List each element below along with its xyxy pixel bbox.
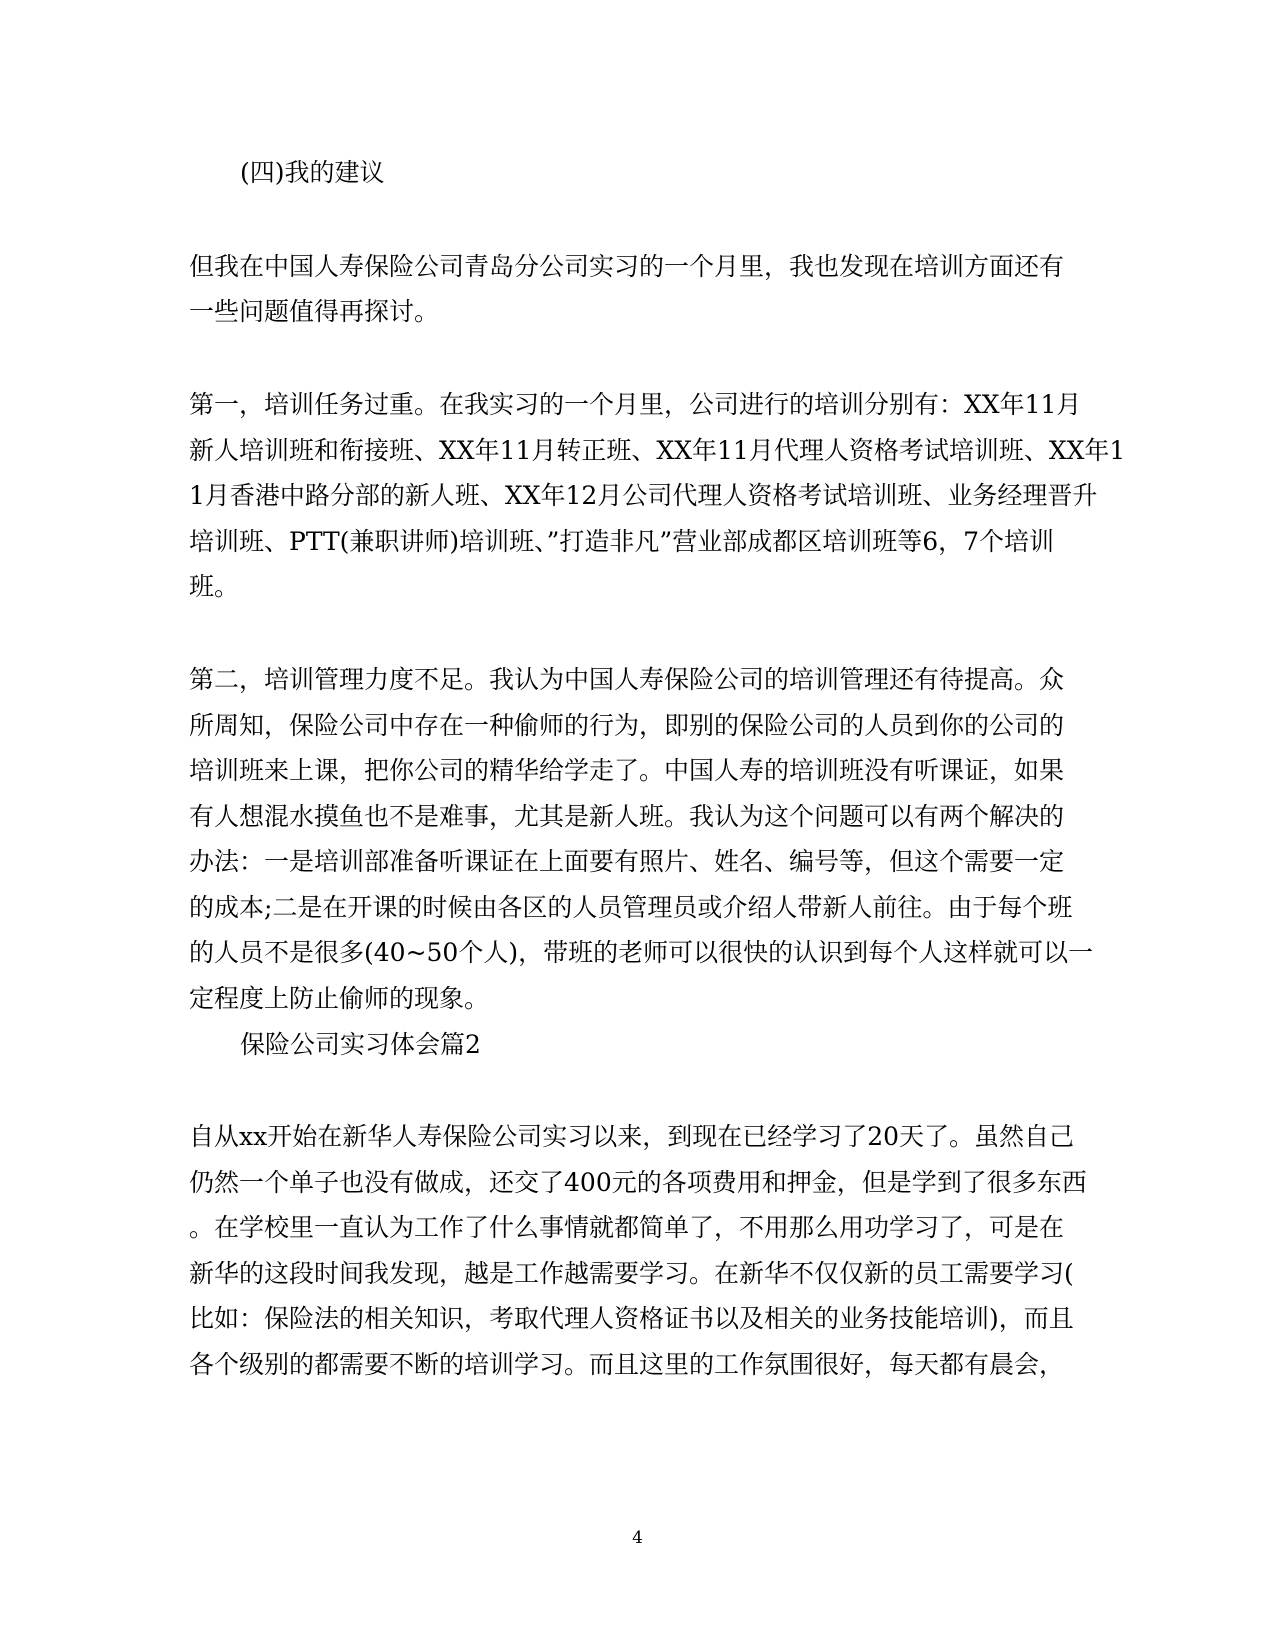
- text-line: 一些问题值得再探讨。: [189, 297, 440, 326]
- text-line: 1月香港中路分部的新人班、XX年12月公司代理人资格考试培训班、业务经理晋升: [189, 481, 1098, 510]
- section-heading: (四)我的建议: [240, 158, 385, 187]
- text-line: 第二，培训管理力度不足。我认为中国人寿保险公司的培训管理还有待提高。众: [189, 665, 1065, 694]
- text-line: 办法：一是培训部准备听课证在上面要有照片、姓名、编号等，但这个需要一定: [189, 847, 1065, 876]
- text-line: 。在学校里一直认为工作了什么事情就都简单了，不用那么用功学习了，可是在: [189, 1213, 1065, 1242]
- text-line: 定程度上防止偷师的现象。: [189, 984, 490, 1013]
- text-line: 班。: [189, 572, 240, 601]
- text-line: 自从xx开始在新华人寿保险公司实习以来，到现在已经学习了20天了。虽然自己: [189, 1122, 1075, 1151]
- text-line: 第一，培训任务过重。在我实习的一个月里，公司进行的培训分别有：XX年11月: [189, 390, 1082, 419]
- text-line: 有人想混水摸鱼也不是难事，尤其是新人班。我认为这个问题可以有两个解决的: [189, 802, 1065, 831]
- text-line: 比如：保险法的相关知识，考取代理人资格证书以及相关的业务技能培训)，而且: [189, 1304, 1074, 1333]
- text-line: 的成本;二是在开课的时候由各区的人员管理员或介绍人带新人前往。由于每个班: [189, 893, 1073, 922]
- page-number: 4: [632, 1528, 643, 1548]
- text-line: 所周知，保险公司中存在一种偷师的行为，即别的保险公司的人员到你的公司的: [189, 711, 1065, 740]
- text-line: 新人培训班和衔接班、XX年11月转正班、XX年11月代理人资格考试培训班、XX年1: [189, 436, 1126, 465]
- text-line: 各个级别的都需要不断的培训学习。而且这里的工作氛围很好，每天都有晨会，: [189, 1350, 1065, 1379]
- text-line: 的人员不是很多(40~50个人)，带班的老师可以很快的认识到每个人这样就可以一: [189, 938, 1094, 967]
- text-line: 新华的这段时间我发现，越是工作越需要学习。在新华不仅仅新的员工需要学习(: [189, 1259, 1074, 1288]
- text-line: 培训班来上课，把你公司的精华给学走了。中国人寿的培训班没有听课证，如果: [189, 756, 1065, 785]
- part-heading: 保险公司实习体会篇2: [240, 1030, 481, 1059]
- text-line: 仍然一个单子也没有做成，还交了400元的各项费用和押金，但是学到了很多东西: [189, 1168, 1087, 1197]
- text-line: 但我在中国人寿保险公司青岛分公司实习的一个月里，我也发现在培训方面还有: [189, 252, 1065, 281]
- text-line: 培训班、PTT(兼职讲师)培训班、”打造非凡”营业部成都区培训班等6，7个培训: [189, 527, 1055, 556]
